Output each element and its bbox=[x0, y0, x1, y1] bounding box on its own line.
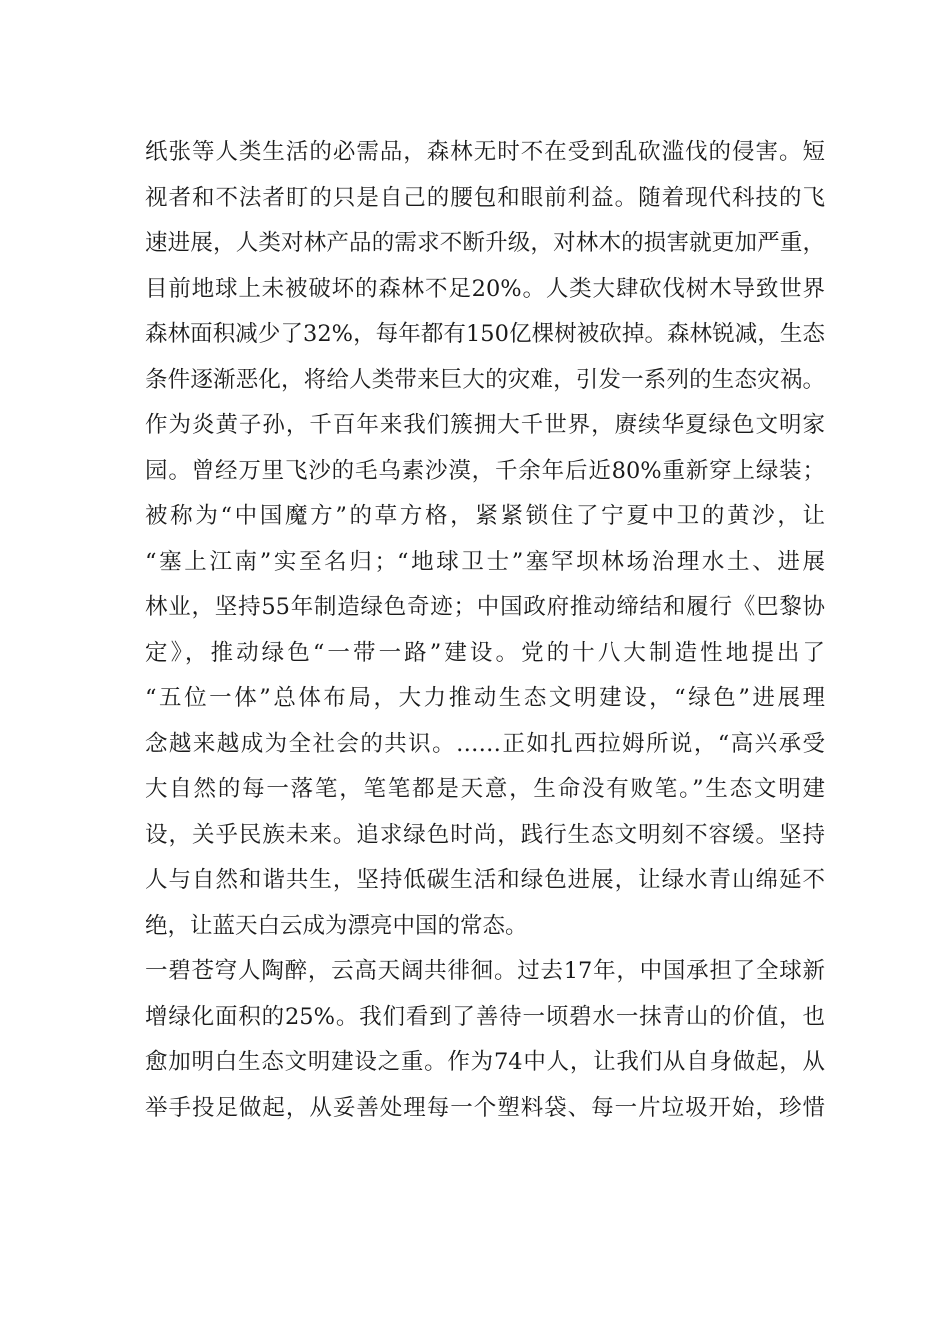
text-line: 增绿化面积的25%。我们看到了善待一顷碧水一抹青山的价值，也 bbox=[145, 1003, 825, 1030]
text-line: 举手投足做起，从妥善处理每一个塑料袋、每一片垃圾开始，珍惜 bbox=[145, 1094, 825, 1121]
text-line: 大自然的每一落笔，笔笔都是天意，生命没有败笔。”生态文明建 bbox=[145, 776, 825, 802]
text-line: 林业，坚持55年制造绿色奇迹；中国政府推动缔结和履行《巴黎协 bbox=[145, 594, 825, 620]
text-line: 视者和不法者盯的只是自己的腰包和眼前利益。随着现代科技的飞 bbox=[145, 184, 825, 211]
text-line: 园。曾经万里飞沙的毛乌素沙漠，千余年后近80%重新穿上绿装； bbox=[145, 457, 825, 484]
text-line: 念越来越成为全社会的共识。……正如扎西拉姆所说，“高兴承受 bbox=[145, 730, 825, 757]
text-line: 愈加明白生态文明建设之重。作为74中人，让我们从自身做起，从 bbox=[145, 1049, 825, 1075]
text-line: 森林面积减少了32%，每年都有150亿棵树被砍掉。森林锐减，生态 bbox=[145, 321, 825, 347]
text-line: 作为炎黄子孙，千百年来我们簇拥大千世界，赓续华夏绿色文明家 bbox=[145, 412, 825, 438]
text-line: 条件逐渐恶化，将给人类带来巨大的灾难，引发一系列的生态灾祸。 bbox=[145, 366, 825, 393]
text-line: “塞上江南”实至名归；“地球卫士”塞罕坝林场治理水土、进展 bbox=[145, 548, 825, 575]
text-line: “五位一体”总体布局，大力推动生态文明建设，“绿色”进展理 bbox=[145, 685, 825, 711]
text-line: 绝，让蓝天白云成为漂亮中国的常态。 bbox=[145, 912, 528, 939]
text-line: 设，关乎民族未来。追求绿色时尚，践行生态文明刻不容缓。坚持 bbox=[145, 821, 825, 848]
text-line: 纸张等人类生活的必需品，森林无时不在受到乱砍滥伐的侵害。短 bbox=[145, 139, 825, 165]
text-line: 速进展，人类对林产品的需求不断升级，对林木的损害就更加严重， bbox=[145, 230, 825, 256]
text-line: 人与自然和谐共生，坚持低碳生活和绿色进展，让绿水青山绵延不 bbox=[145, 867, 825, 893]
text-line: 目前地球上未被破坏的森林不足20%。人类大肆砍伐树木导致世界 bbox=[145, 275, 825, 302]
body-text bbox=[145, 130, 825, 1131]
text-line: 定》，推动绿色“一带一路”建设。党的十八大制造性地提出了 bbox=[145, 639, 825, 666]
text-line: 被称为“中国魔方”的草方格，紧紧锁住了宁夏中卫的黄沙，让 bbox=[145, 503, 825, 529]
text-line: 一碧苍穹人陶醉，云高天阔共徘徊。过去17年，中国承担了全球新 bbox=[145, 958, 825, 984]
